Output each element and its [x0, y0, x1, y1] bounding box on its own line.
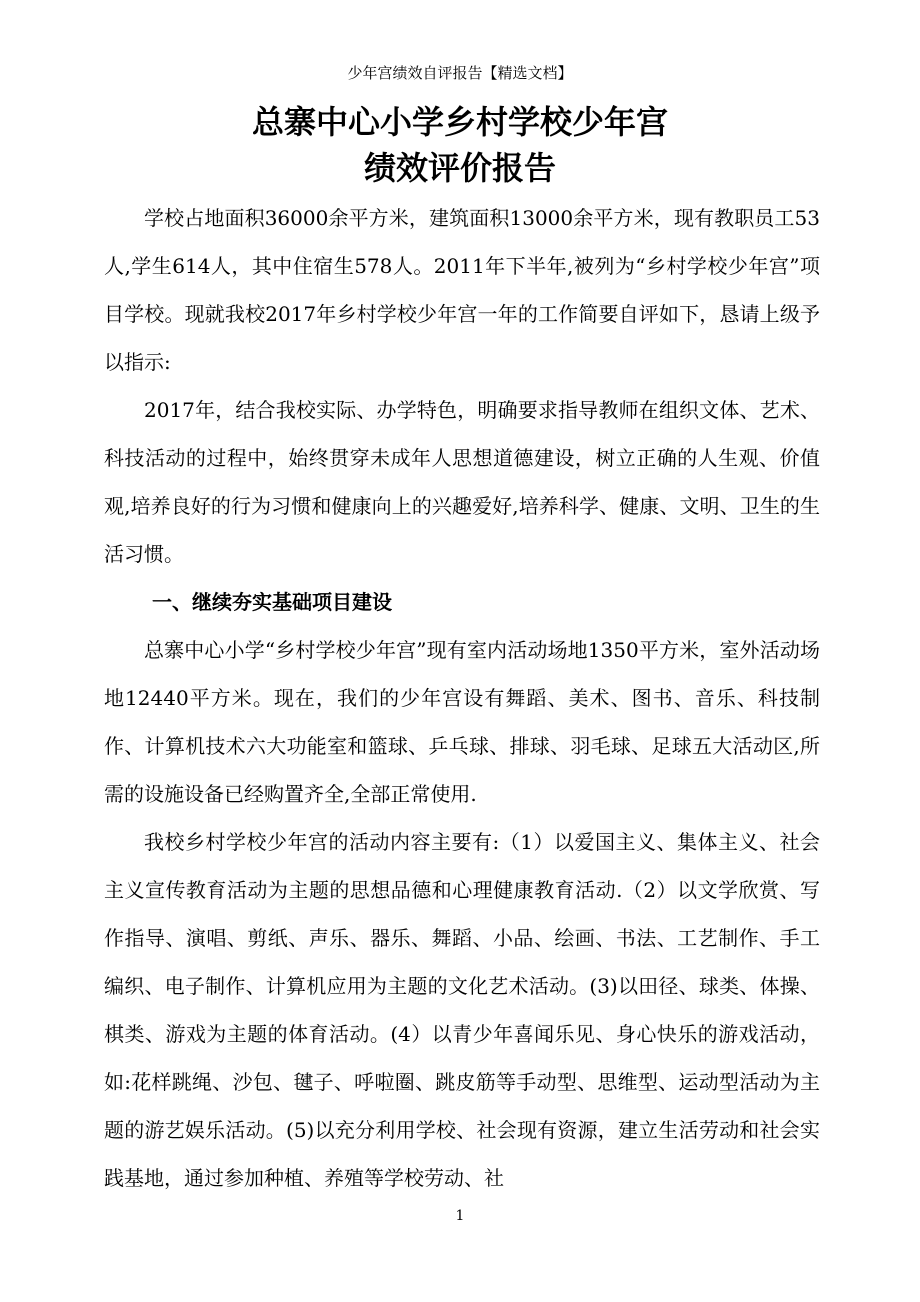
- paragraph-intro: 学校占地面积36000余平方米，建筑面积13000余平方米，现有教职员工53人,学生614人，其中住宿生578人。2011年下半年,被列为“乡村学校少年宫”项目学校。现就我校2017年乡村学校少年宫一年的工作简要自评如下，恳请上级予以指示:: [104, 206, 820, 374]
- document-title-line-1: 总寨中心小学乡村学校少年宫: [251, 103, 668, 141]
- document-title-line-2: 绩效评价报告: [363, 149, 556, 187]
- page-number: 1: [455, 1208, 465, 1224]
- section-heading-1: 一、继续夯实基础项目建设: [152, 590, 392, 614]
- paragraph-activities: 我校乡村学校少年宫的活动内容主要有:（1）以爱国主义、集体主义、社会主义宣传教育活动为主题的思想品德和心理健康教育活动.（2）以文学欣赏、写作指导、演唱、剪纸、声乐、器乐、舞蹈、小品、绘画、书法、工艺制作、手工编织、电子制作、计算机应用为主题的文化艺术活动。(3)以田径、球类、体操、棋类、游戏为主题的体育活动。(4）以青少年喜闻乐见、身心快乐的游戏活动，如:花样跳绳、沙包、毽子、呼啦圈、跳皮筋等手动型、思维型、运动型活动为主题的游艺娱乐活动。(5)以充分利用学校、社会现有资源，建立生活劳动和社会实践基地，通过参加种植、养殖等学校劳动、社: [104, 830, 820, 1190]
- paragraph-2017-goals: 2017年，结合我校实际、办学特色，明确要求指导教师在组织文体、艺术、科技活动的过程中，始终贯穿未成年人思想道德建设，树立正确的人生观、价值观,培养良好的行为习惯和健康向上的兴趣爱好,培养科学、健康、文明、卫生的生活习惯。: [104, 398, 820, 566]
- paragraph-facilities: 总寨中心小学“乡村学校少年宫”现有室内活动场地1350平方米，室外活动场地12440平方米。现在，我们的少年宫设有舞蹈、美术、图书、音乐、科技制作、计算机技术六大功能室和篮球、乒乓球、排球、羽毛球、足球五大活动区,所需的设施设备已经购置齐全,全部正常使用.: [104, 638, 820, 806]
- document-body: [104, 194, 820, 1202]
- running-header: 少年宫绩效自评报告【精选文档】: [347, 64, 573, 82]
